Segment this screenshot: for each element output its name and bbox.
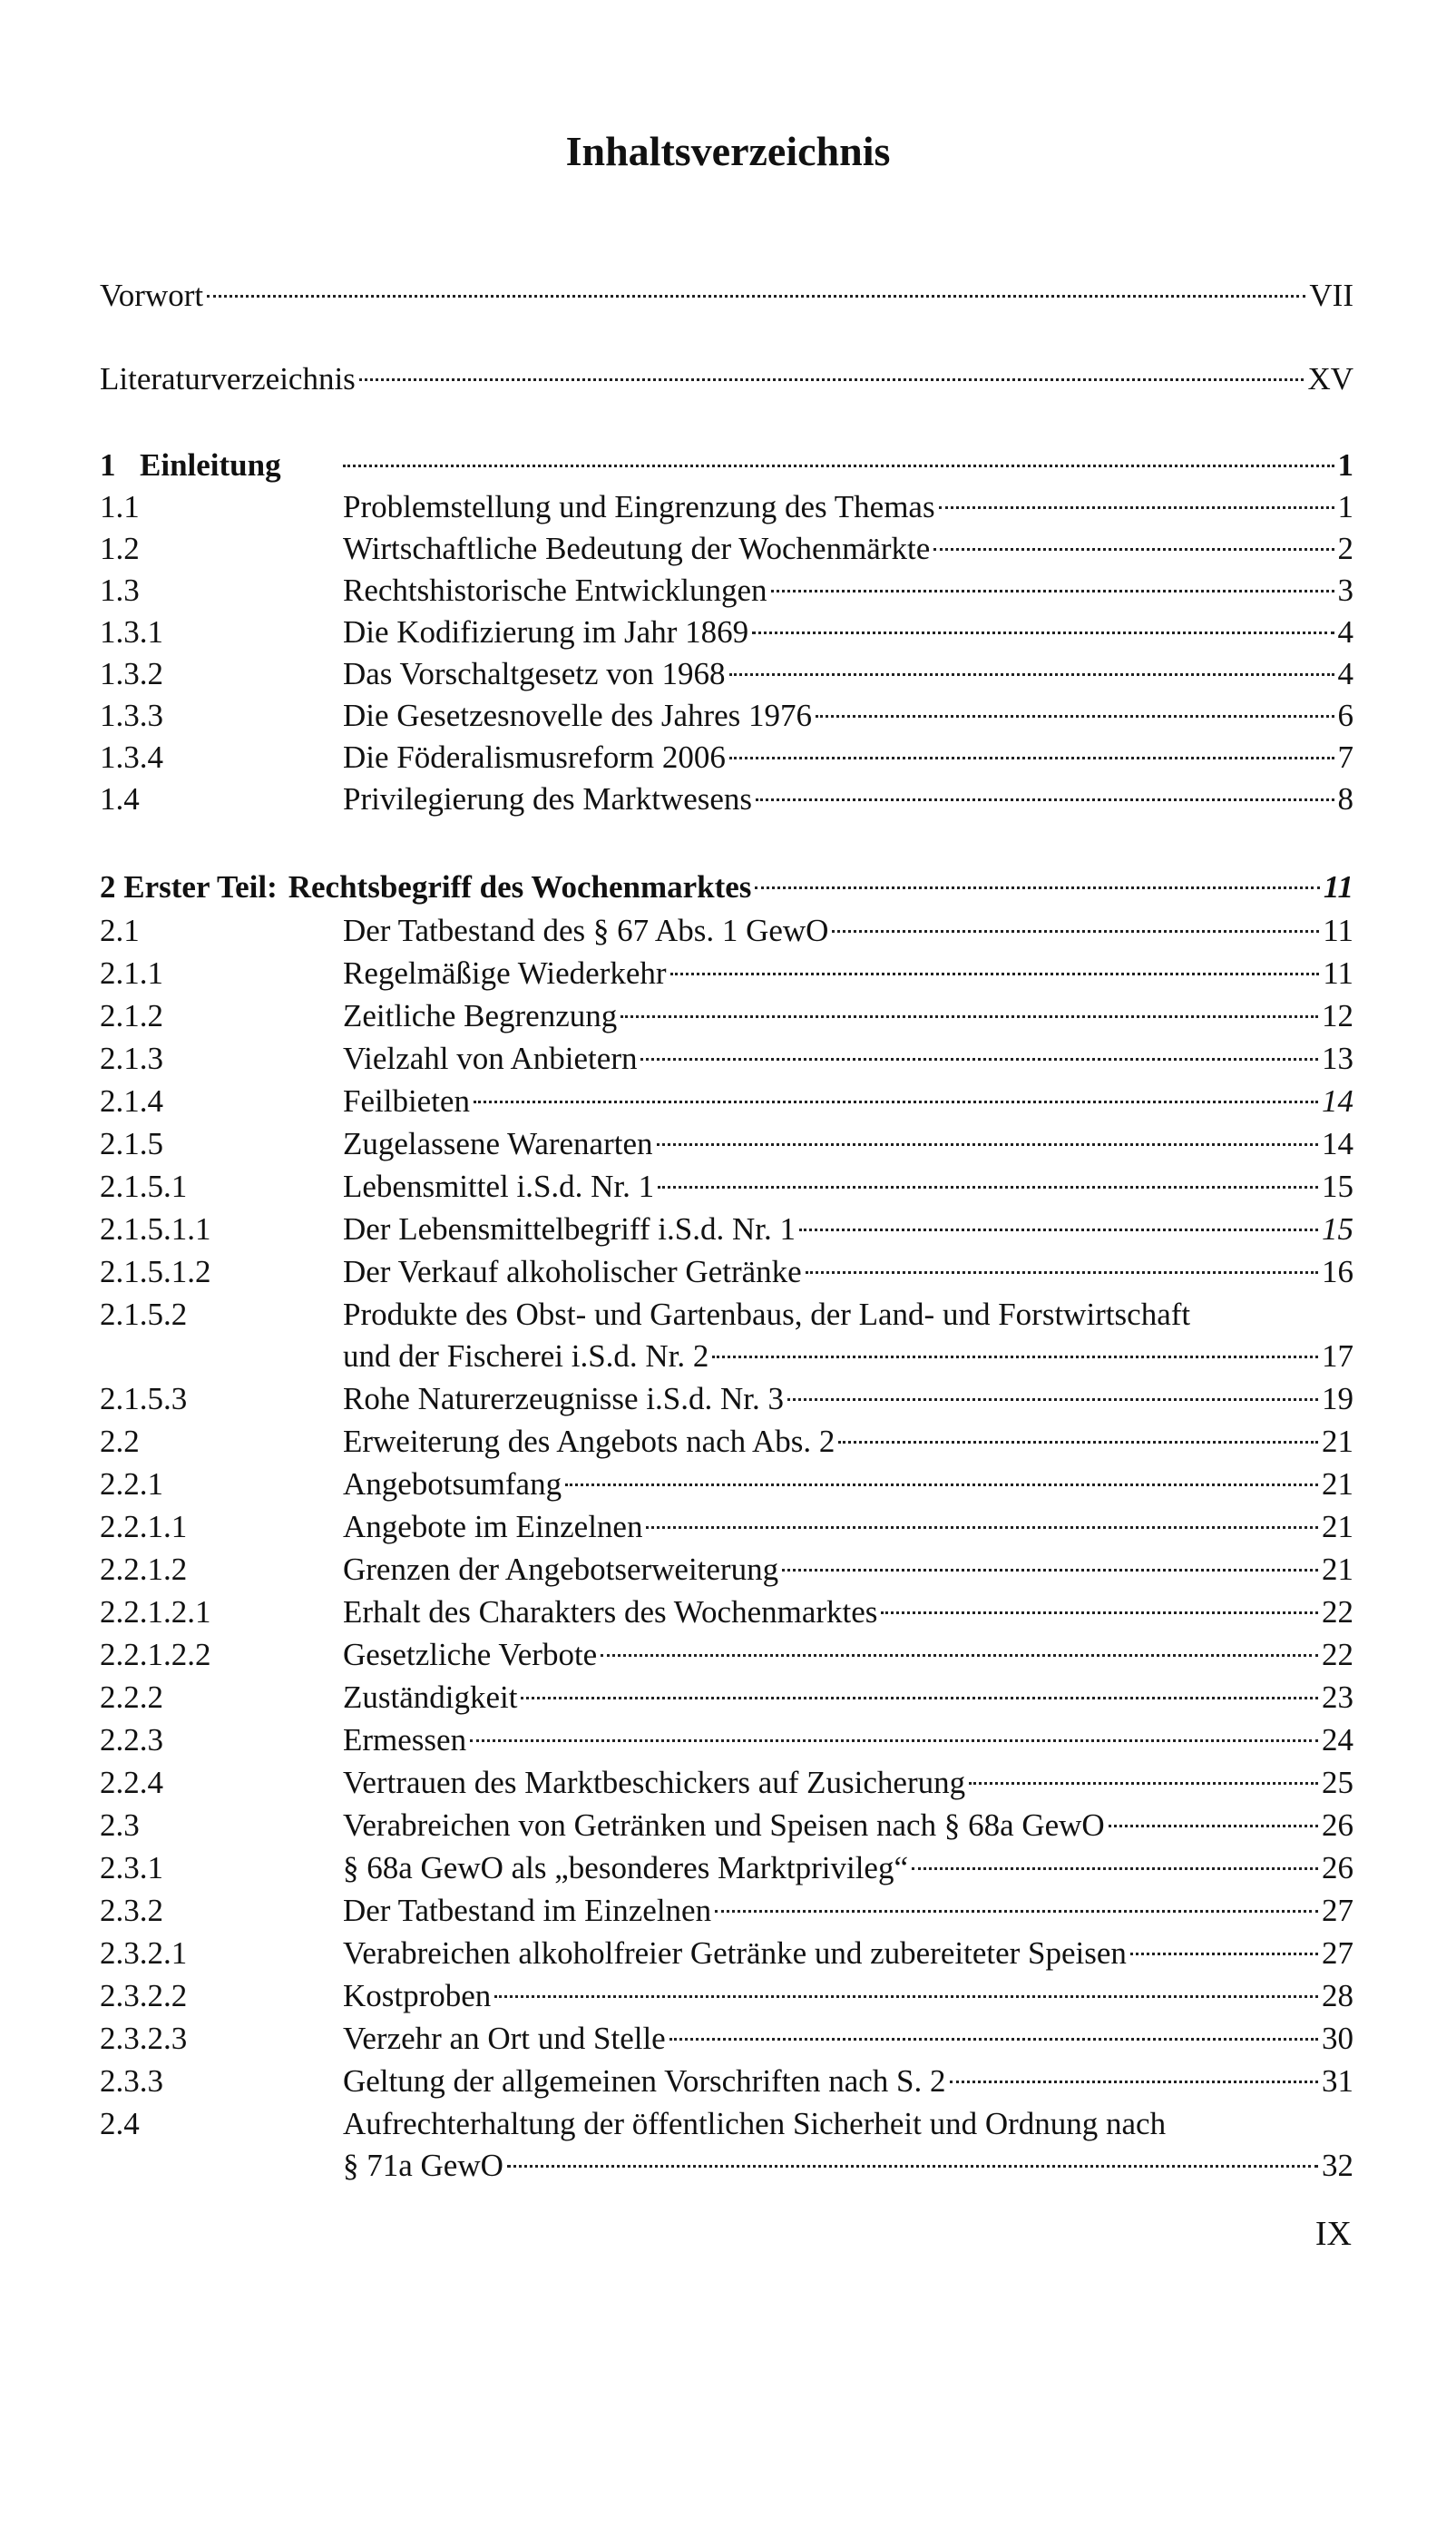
entry-title-continued: und der Fischerei i.S.d. Nr. 2 bbox=[343, 1338, 709, 1374]
dot-leader bbox=[474, 1101, 1318, 1103]
entry-number: 1.3.4 bbox=[100, 739, 163, 775]
entry-page: 11 bbox=[1323, 913, 1353, 948]
dot-leader bbox=[565, 1484, 1318, 1486]
chapter-title: Einleitung bbox=[140, 447, 281, 483]
entry-number: 2.2.1.2.2 bbox=[100, 1637, 211, 1672]
entry-number: 2.3 bbox=[100, 1807, 140, 1843]
entry-title: Der Verkauf alkoholischer Getränke bbox=[343, 1254, 802, 1289]
entry-number: 1.3.1 bbox=[100, 614, 163, 650]
toc-chapter-1[interactable] bbox=[100, 445, 1353, 485]
entry-page: 22 bbox=[1322, 1594, 1353, 1630]
toc-entry[interactable] bbox=[100, 653, 1353, 694]
entry-page: 27 bbox=[1322, 1893, 1353, 1928]
entry-title: Das Vorschaltgesetz von 1968 bbox=[343, 656, 726, 691]
toc-entry[interactable] bbox=[100, 486, 1353, 527]
entry-number: 2.3.2.1 bbox=[100, 1935, 188, 1971]
entry-title-continued: § 71a GewO bbox=[343, 2148, 503, 2183]
entry-page: 6 bbox=[1337, 698, 1353, 733]
entry-page: 14 bbox=[1322, 1083, 1353, 1119]
toc-entry-literaturverzeichnis[interactable] bbox=[100, 358, 1353, 399]
entry-number: 2.1.5.3 bbox=[100, 1381, 188, 1416]
entry-page: 26 bbox=[1322, 1850, 1353, 1885]
dot-leader bbox=[1130, 1953, 1318, 1955]
dot-leader bbox=[806, 1271, 1318, 1274]
toc-entry[interactable] bbox=[100, 737, 1353, 778]
entry-title: § 68a GewO als „besonderes Marktprivileg“ bbox=[343, 1850, 908, 1885]
toc-entry[interactable] bbox=[100, 2018, 1353, 2059]
dot-leader bbox=[621, 1015, 1318, 1018]
entry-page: 23 bbox=[1322, 1679, 1353, 1715]
dot-leader bbox=[756, 798, 1334, 801]
entry-title: Zugelassene Warenarten bbox=[343, 1126, 653, 1161]
toc-entry[interactable] bbox=[100, 1506, 1353, 1547]
entry-page: 15 bbox=[1322, 1169, 1353, 1204]
entry-page: 3 bbox=[1337, 573, 1353, 608]
entry-number: 1.4 bbox=[100, 781, 140, 817]
entry-number: 2.1.4 bbox=[100, 1083, 163, 1119]
entry-title: Erweiterung des Angebots nach Abs. 2 bbox=[343, 1424, 835, 1459]
entry-number: 2.3.2 bbox=[100, 1893, 163, 1928]
entry-title: Ermessen bbox=[343, 1722, 467, 1758]
entry-title: Aufrechterhaltung der öffentlichen Sicherheit und Ordnung nach bbox=[343, 2106, 1167, 2141]
entry-number: 1.3.2 bbox=[100, 656, 163, 691]
entry-number: 2.1 bbox=[100, 913, 140, 948]
toc-entry[interactable] bbox=[100, 1591, 1353, 1632]
entry-number: 1.2 bbox=[100, 531, 140, 566]
entry-title: Der Tatbestand des § 67 Abs. 1 GewO bbox=[343, 913, 829, 948]
entry-page: 19 bbox=[1322, 1381, 1353, 1416]
entry-number: 2.2.4 bbox=[100, 1765, 163, 1800]
chapter-label: 2 Erster Teil: bbox=[100, 869, 278, 905]
toc-entry[interactable] bbox=[100, 1890, 1353, 1931]
entry-number: 1.3 bbox=[100, 573, 140, 608]
entry-page: 30 bbox=[1322, 2021, 1353, 2056]
dot-leader bbox=[771, 590, 1334, 592]
entry-number: 2.2.3 bbox=[100, 1722, 163, 1758]
entry-page: 25 bbox=[1322, 1765, 1353, 1800]
entry-title: Verzehr an Ort und Stelle bbox=[343, 2021, 666, 2056]
entry-page: 11 bbox=[1323, 869, 1353, 905]
entry-page: XV bbox=[1307, 361, 1353, 397]
toc-entry[interactable] bbox=[100, 528, 1353, 569]
dot-leader bbox=[669, 2038, 1318, 2041]
toc-entry[interactable] bbox=[100, 1294, 1353, 1377]
entry-title: Zuständigkeit bbox=[343, 1679, 518, 1715]
toc-entry[interactable] bbox=[100, 1123, 1353, 1164]
dot-leader bbox=[470, 1739, 1318, 1742]
toc-entry[interactable] bbox=[100, 953, 1353, 994]
toc-entry[interactable] bbox=[100, 570, 1353, 611]
entry-title: Angebotsumfang bbox=[343, 1466, 562, 1502]
entry-title: Rechtshistorische Entwicklungen bbox=[343, 573, 767, 608]
entry-title: Privilegierung des Marktwesens bbox=[343, 781, 753, 817]
entry-number: 2.2 bbox=[100, 1424, 140, 1459]
toc-entry[interactable] bbox=[100, 1719, 1353, 1760]
entry-page: 32 bbox=[1322, 2148, 1353, 2183]
entry-number: 2.1.2 bbox=[100, 998, 163, 1033]
entry-title: Grenzen der Angebotserweiterung bbox=[343, 1552, 779, 1587]
entry-title: Vorwort bbox=[100, 278, 204, 313]
toc-entry[interactable] bbox=[100, 1081, 1353, 1121]
dot-leader bbox=[752, 632, 1334, 634]
entry-page: 27 bbox=[1322, 1935, 1353, 1971]
entry-page: 21 bbox=[1322, 1424, 1353, 1459]
dot-leader bbox=[359, 378, 1305, 381]
entry-number: 2.2.1.1 bbox=[100, 1509, 188, 1544]
toc-entry[interactable] bbox=[100, 695, 1353, 736]
toc-entry[interactable] bbox=[100, 995, 1353, 1036]
dot-leader bbox=[343, 465, 1334, 467]
entry-title: Zeitliche Begrenzung bbox=[343, 998, 618, 1033]
entry-number: 2.4 bbox=[100, 2106, 140, 2141]
entry-page: 22 bbox=[1322, 1637, 1353, 1672]
dot-leader bbox=[832, 930, 1319, 933]
dot-leader bbox=[933, 548, 1334, 551]
entry-title: Die Kodifizierung im Jahr 1869 bbox=[343, 614, 749, 650]
entry-title: Gesetzliche Verbote bbox=[343, 1637, 598, 1672]
entry-page: 4 bbox=[1337, 614, 1353, 650]
entry-page: 26 bbox=[1322, 1807, 1353, 1843]
entry-number: 2.3.3 bbox=[100, 2063, 163, 2099]
entry-number: 2.3.2.3 bbox=[100, 2021, 188, 2056]
entry-page: 24 bbox=[1322, 1722, 1353, 1758]
entry-title: Problemstellung und Eingrenzung des Themas bbox=[343, 489, 935, 524]
entry-title: Produkte des Obst- und Gartenbaus, der Land- und Forstwirtschaft bbox=[343, 1297, 1191, 1332]
entry-page: 31 bbox=[1322, 2063, 1353, 2099]
entry-title: Kostproben bbox=[343, 1978, 492, 2013]
dot-leader bbox=[601, 1654, 1318, 1657]
entry-page: 15 bbox=[1322, 1211, 1353, 1247]
dot-leader bbox=[881, 1611, 1318, 1614]
dot-leader bbox=[715, 1910, 1318, 1913]
toc-entry[interactable] bbox=[100, 778, 1353, 819]
entry-title: Der Lebensmittelbegriff i.S.d. Nr. 1 bbox=[343, 1211, 796, 1247]
entry-title: Die Gesetzesnovelle des Jahres 1976 bbox=[343, 698, 813, 733]
entry-title: Vielzahl von Anbietern bbox=[343, 1041, 638, 1076]
toc-entry[interactable] bbox=[100, 910, 1353, 951]
toc-entry[interactable] bbox=[100, 1251, 1353, 1292]
entry-page: 8 bbox=[1337, 781, 1353, 817]
entry-number: 2.2.1 bbox=[100, 1466, 163, 1502]
dot-leader bbox=[912, 1867, 1318, 1870]
entry-number: 2.1.5.1 bbox=[100, 1169, 188, 1204]
dot-leader bbox=[950, 2081, 1318, 2083]
toc-entry-vorwort[interactable] bbox=[100, 275, 1353, 316]
entry-number: 2.3.1 bbox=[100, 1850, 163, 1885]
entry-title: Vertrauen des Marktbeschickers auf Zusicherung bbox=[343, 1765, 966, 1800]
toc-entry[interactable] bbox=[100, 1166, 1353, 1207]
toc-entry[interactable] bbox=[100, 1634, 1353, 1675]
entry-title: Verabreichen alkoholfreier Getränke und zubereiteter Speisen bbox=[343, 1935, 1127, 1971]
entry-number: 2.1.3 bbox=[100, 1041, 163, 1076]
toc-entry[interactable] bbox=[100, 1677, 1353, 1718]
entry-page: 28 bbox=[1322, 1978, 1353, 2013]
dot-leader bbox=[969, 1782, 1318, 1785]
entry-page: 21 bbox=[1322, 1552, 1353, 1587]
entry-title: Regelmäßige Wiederkehr bbox=[343, 955, 667, 991]
page-number: IX bbox=[1314, 2215, 1352, 2253]
entry-page: 7 bbox=[1337, 739, 1353, 775]
entry-title: Rohe Naturerzeugnisse i.S.d. Nr. 3 bbox=[343, 1381, 785, 1416]
toc-entry[interactable] bbox=[100, 1209, 1353, 1249]
dot-leader bbox=[787, 1398, 1318, 1401]
dot-leader bbox=[755, 886, 1320, 889]
toc-entry[interactable] bbox=[100, 1933, 1353, 1973]
entry-page: 16 bbox=[1322, 1254, 1353, 1289]
dot-leader bbox=[712, 1356, 1318, 1358]
toc-entry[interactable] bbox=[100, 1464, 1353, 1504]
dot-leader bbox=[646, 1526, 1318, 1529]
toc-entry[interactable] bbox=[100, 2103, 1353, 2187]
toc-entry[interactable] bbox=[100, 1975, 1353, 2016]
entry-number: 1.3.3 bbox=[100, 698, 163, 733]
toc-entry[interactable] bbox=[100, 612, 1353, 652]
toc-entry[interactable] bbox=[100, 1421, 1353, 1462]
entry-page: 11 bbox=[1323, 955, 1353, 991]
entry-page: 21 bbox=[1322, 1509, 1353, 1544]
entry-page: 14 bbox=[1322, 1126, 1353, 1161]
entry-page: 17 bbox=[1322, 1338, 1353, 1374]
chapter-number: 1 bbox=[100, 447, 116, 483]
entry-title: Geltung der allgemeinen Vorschriften nach S. 2 bbox=[343, 2063, 946, 2099]
dot-leader bbox=[640, 1058, 1318, 1061]
dot-leader bbox=[729, 757, 1334, 759]
entry-title: Verabreichen von Getränken und Speisen nach § 68a GewO bbox=[343, 1807, 1105, 1843]
entry-page: 2 bbox=[1337, 531, 1353, 566]
dot-leader bbox=[658, 1186, 1318, 1189]
entry-number: 2.1.5.1.1 bbox=[100, 1211, 211, 1247]
dot-leader bbox=[507, 2165, 1318, 2168]
entry-number: 2.3.2.2 bbox=[100, 1978, 188, 2013]
entry-page: 1 bbox=[1337, 489, 1353, 524]
dot-leader bbox=[657, 1143, 1318, 1146]
toc-entry[interactable] bbox=[100, 1805, 1353, 1846]
dot-leader bbox=[816, 715, 1334, 718]
entry-title: Der Tatbestand im Einzelnen bbox=[343, 1893, 712, 1928]
entry-number: 2.2.1.2 bbox=[100, 1552, 188, 1587]
entry-title: Lebensmittel i.S.d. Nr. 1 bbox=[343, 1169, 655, 1204]
entry-page: 1 bbox=[1337, 447, 1353, 483]
entry-title: Wirtschaftliche Bedeutung der Wochenmärkte bbox=[343, 531, 931, 566]
entry-number: 2.1.5 bbox=[100, 1126, 163, 1161]
dot-leader bbox=[799, 1229, 1318, 1231]
entry-page: 4 bbox=[1337, 656, 1353, 691]
toc-entry[interactable] bbox=[100, 1847, 1353, 1888]
toc-entry[interactable] bbox=[100, 1762, 1353, 1803]
entry-page: 12 bbox=[1322, 998, 1353, 1033]
dot-leader bbox=[1109, 1825, 1318, 1827]
page-title: Inhaltsverzeichnis bbox=[565, 128, 891, 174]
toc-entry[interactable] bbox=[100, 1038, 1353, 1079]
dot-leader bbox=[939, 506, 1334, 509]
entry-number: 1.1 bbox=[100, 489, 140, 524]
entry-title: Die Föderalismusreform 2006 bbox=[343, 739, 726, 775]
dot-leader bbox=[782, 1569, 1318, 1572]
chapter-title: Rechtsbegriff des Wochenmarktes bbox=[288, 869, 752, 905]
entry-title: Angebote im Einzelnen bbox=[343, 1509, 643, 1544]
entry-page: VII bbox=[1309, 278, 1353, 313]
entry-title: Erhalt des Charakters des Wochenmarktes bbox=[343, 1594, 878, 1630]
toc-chapter-2[interactable] bbox=[100, 867, 1353, 907]
dot-leader bbox=[838, 1441, 1318, 1444]
toc-entry[interactable] bbox=[100, 1378, 1353, 1419]
entry-page: 21 bbox=[1322, 1466, 1353, 1502]
entry-page: 13 bbox=[1322, 1041, 1353, 1076]
toc-entry[interactable] bbox=[100, 1549, 1353, 1590]
entry-number: 2.1.5.2 bbox=[100, 1297, 188, 1332]
entry-title: Literaturverzeichnis bbox=[100, 361, 356, 397]
dot-leader bbox=[729, 673, 1334, 676]
dot-leader bbox=[494, 1995, 1318, 1998]
entry-number: 2.1.5.1.2 bbox=[100, 1254, 211, 1289]
dot-leader bbox=[521, 1697, 1318, 1699]
entry-number: 2.2.1.2.1 bbox=[100, 1594, 211, 1630]
entry-number: 2.2.2 bbox=[100, 1679, 163, 1715]
dot-leader bbox=[207, 295, 1305, 298]
dot-leader bbox=[670, 973, 1320, 975]
toc-entry[interactable] bbox=[100, 2061, 1353, 2101]
entry-title: Feilbieten bbox=[343, 1083, 470, 1119]
entry-number: 2.1.1 bbox=[100, 955, 163, 991]
